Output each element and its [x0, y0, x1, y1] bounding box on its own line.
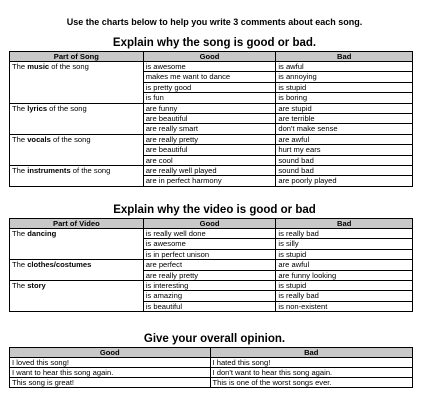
song-row — [10, 166, 413, 187]
video-part-label — [10, 229, 144, 260]
label-prefix: The — [12, 103, 28, 113]
instructions: Use the charts below to help you write 3 comments about each song. — [66, 17, 363, 27]
label-prefix: The — [12, 166, 28, 176]
label-prefix: The — [12, 260, 28, 270]
song-row — [10, 62, 413, 104]
song-good-phrase: are really smart — [145, 124, 199, 134]
video-good-phrase: are really pretty — [145, 270, 199, 280]
label-suffix: of the song — [70, 166, 111, 176]
video-part-label — [10, 260, 144, 281]
song-good-phrase: are beautiful — [144, 145, 276, 155]
video-header-bad: Bad — [276, 219, 413, 229]
label-prefix: The — [12, 229, 28, 238]
opinion-bad-phrase: I hated this song! — [210, 358, 413, 368]
label-keyword: story — [27, 281, 46, 291]
video-bad-cell — [276, 260, 413, 281]
opinion-bad-phrase: This is one of the worst songs ever. — [210, 378, 413, 388]
song-good-cell — [143, 62, 276, 104]
video-row — [10, 229, 413, 260]
label-suffix: of the song — [47, 103, 87, 113]
label-prefix: The — [12, 62, 28, 71]
song-good-phrase: makes me want to dance — [144, 72, 276, 82]
video-row — [10, 281, 413, 312]
song-table — [9, 51, 413, 187]
song-bad-phrase: is annoying — [276, 72, 412, 82]
video-bad-phrase: is stupid — [278, 249, 307, 259]
song-good-cell — [143, 134, 276, 165]
video-good-phrase: is interesting — [144, 281, 276, 291]
song-part-label — [10, 62, 144, 104]
song-bad-phrase: are stupid — [276, 104, 412, 114]
video-bad-phrase: is really bad — [276, 291, 412, 301]
song-row — [10, 134, 413, 165]
video-good-cell — [143, 281, 276, 312]
video-good-phrase: is in perfect unison — [145, 249, 210, 259]
song-part-label — [10, 166, 144, 187]
video-good-phrase: is awesome — [144, 239, 276, 249]
song-good-phrase: is awesome — [144, 62, 276, 72]
video-bad-phrase: are awful — [276, 260, 412, 270]
song-header-good: Good — [143, 52, 276, 62]
song-good-phrase: is fun — [145, 93, 164, 103]
video-good-phrase: is beautiful — [145, 301, 183, 311]
video-section-title: Explain why the video is good or bad — [113, 204, 316, 216]
song-header-bad: Bad — [276, 52, 413, 62]
song-row — [10, 103, 413, 134]
label-prefix: The — [12, 134, 28, 144]
video-part-label — [10, 281, 144, 312]
label-suffix: of the song — [49, 62, 89, 71]
video-good-phrase: is really well done — [144, 229, 276, 239]
video-header-good: Good — [143, 219, 276, 229]
label-suffix: of the song — [50, 134, 91, 144]
song-good-phrase: are beautiful — [144, 114, 276, 124]
song-bad-phrase: is stupid — [276, 83, 412, 93]
song-good-cell — [143, 103, 276, 134]
opinion-good-phrase: This song is great! — [10, 378, 211, 388]
song-bad-phrase: sound bad — [278, 155, 314, 165]
opinion-section-title: Give your overall opinion. — [143, 333, 286, 345]
song-part-label — [10, 103, 144, 134]
song-bad-cell — [276, 62, 413, 104]
video-bad-phrase: is stupid — [276, 281, 412, 291]
song-bad-phrase: is awful — [276, 62, 412, 72]
video-bad-phrase: is really bad — [276, 229, 412, 239]
song-good-cell — [143, 166, 276, 187]
video-bad-cell — [276, 281, 413, 312]
opinion-good-phrase: I want to hear this song again. — [10, 368, 211, 378]
video-bad-phrase: is non-existent — [278, 301, 328, 311]
song-section-title: Explain why the song is good or bad. — [112, 37, 317, 49]
song-bad-phrase: are awful — [276, 135, 412, 145]
label-prefix: The — [12, 281, 28, 291]
song-bad-phrase: sound bad — [276, 166, 412, 176]
label-keyword: dancing — [27, 229, 57, 238]
video-bad-cell — [276, 229, 413, 260]
video-row — [10, 260, 413, 281]
song-good-phrase: are really well played — [144, 166, 276, 176]
label-keyword: instruments — [27, 166, 71, 176]
opinion-header-bad: Bad — [210, 348, 413, 358]
label-keyword: lyrics — [27, 103, 48, 113]
song-bad-phrase: are poorly played — [278, 176, 337, 186]
song-bad-cell — [276, 134, 413, 165]
opinion-good-phrase: I loved this song! — [10, 358, 211, 368]
video-table — [9, 218, 413, 312]
opinion-table — [9, 347, 413, 388]
video-bad-phrase: is silly — [276, 239, 412, 249]
video-header-part: Part of Video — [10, 219, 144, 229]
song-good-phrase: are cool — [145, 155, 173, 165]
video-good-cell — [143, 229, 276, 260]
video-good-phrase: is amazing — [144, 291, 276, 301]
video-good-cell — [143, 260, 276, 281]
label-keyword: vocals — [27, 134, 51, 144]
song-bad-cell — [276, 103, 413, 134]
song-header-part: Part of Song — [10, 52, 144, 62]
song-good-phrase: are funny — [144, 104, 276, 114]
label-keyword: clothes/costumes — [27, 260, 92, 270]
song-good-phrase: is pretty good — [144, 83, 276, 93]
video-bad-phrase: are funny looking — [278, 270, 337, 280]
song-bad-phrase: don't make sense — [278, 124, 338, 134]
song-good-phrase: are in perfect harmony — [145, 176, 222, 186]
song-bad-phrase: is boring — [278, 93, 308, 103]
song-bad-cell — [276, 166, 413, 187]
label-keyword: music — [27, 62, 50, 71]
song-bad-phrase: hurt my ears — [276, 145, 412, 155]
opinion-header-good: Good — [10, 348, 211, 358]
song-good-phrase: are really pretty — [144, 135, 276, 145]
song-part-label — [10, 134, 144, 165]
opinion-bad-phrase: I don't want to hear this song again. — [210, 368, 413, 378]
video-good-phrase: are perfect — [144, 260, 276, 270]
song-bad-phrase: are terrible — [276, 114, 412, 124]
